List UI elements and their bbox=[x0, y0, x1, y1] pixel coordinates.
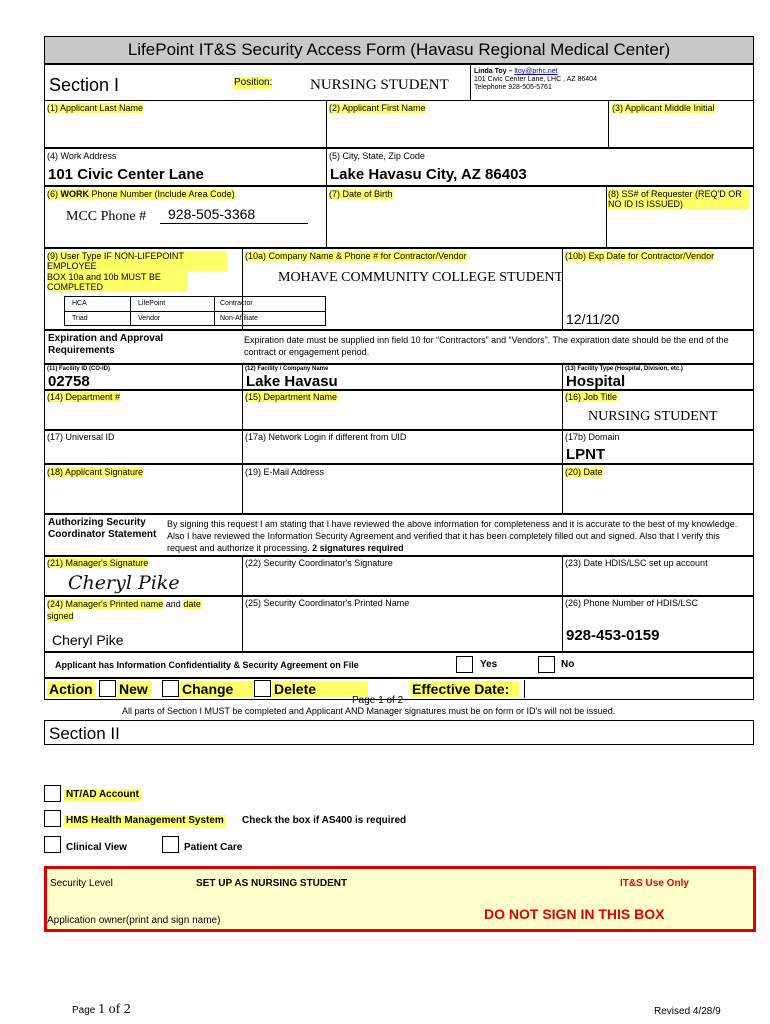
field-12-label: (12) Facility / Company Name bbox=[245, 366, 329, 372]
field-22-label: (22) Security Coordinator's Signature bbox=[245, 558, 393, 568]
contact-name: Linda Toy – bbox=[474, 68, 515, 75]
user-type-hca[interactable]: HCA bbox=[72, 300, 87, 307]
its-use-only-label: IT&S Use Only bbox=[620, 878, 689, 889]
field-24-label bbox=[47, 598, 237, 622]
as400-label: Check the box if AS400 is required bbox=[242, 815, 407, 826]
user-type-contractor[interactable]: Contractor bbox=[220, 300, 253, 307]
field-24-b: and bbox=[163, 599, 184, 609]
user-type-non-affiliate[interactable]: Non-Affiliate bbox=[220, 315, 259, 322]
hms-label: HMS Health Management System bbox=[66, 815, 224, 826]
user-type-lifepoint[interactable]: LifePoint bbox=[138, 300, 166, 307]
field-17-label: (17) Universal ID bbox=[47, 432, 115, 442]
field-4-label: (4) Work Address bbox=[47, 151, 117, 161]
auth-heading: Authorizing Security Coordinator Statement bbox=[48, 517, 157, 540]
position-value[interactable]: NURSING STUDENT bbox=[310, 77, 449, 93]
security-level-label: Security Level bbox=[50, 878, 113, 889]
clinical-view-label: Clinical View bbox=[66, 842, 127, 853]
contact-block bbox=[474, 68, 754, 92]
manager-printed-name[interactable]: Cheryl Pike bbox=[52, 632, 124, 648]
field-19-label: (19) E-Mail Address bbox=[245, 467, 325, 477]
action-delete-checkbox[interactable] bbox=[254, 680, 271, 697]
city-state-zip-value[interactable]: Lake Havasu City, AZ 86403 bbox=[330, 166, 527, 183]
facility-name-value[interactable]: Lake Havasu bbox=[246, 373, 338, 390]
field-24-c: date bbox=[183, 599, 201, 609]
mcc-phone-label: MCC Phone # bbox=[66, 209, 147, 224]
footer-page bbox=[72, 1004, 131, 1017]
field-6-label bbox=[47, 189, 235, 199]
manager-signature[interactable]: Cheryl Pike bbox=[68, 572, 180, 594]
expiration-text: Expiration date must be supplied inn field 10 for “Contractors” and “Vendors”. The expiration date should be the end of the contract or engagement period. bbox=[244, 335, 729, 357]
field-6-prefix: (6) bbox=[47, 189, 61, 199]
footer-revised: Revised 4/28/9 bbox=[654, 1006, 721, 1017]
contact-email[interactable]: ltoy@prhc.net bbox=[514, 68, 558, 75]
section1-title: Section I bbox=[49, 75, 120, 95]
field-7-label: (7) Date of Birth bbox=[329, 189, 393, 199]
clinical-view-checkbox[interactable] bbox=[44, 836, 61, 853]
field-1-label: (1) Applicant Last Name bbox=[47, 103, 144, 113]
field-21-label: (21) Manager's Signature bbox=[47, 558, 149, 568]
field-17b-label: (17b) Domain bbox=[565, 432, 620, 442]
contact-address: 101 Civic Center Lane, LHC , AZ 86404 bbox=[474, 76, 597, 83]
footer-page-prefix: Page bbox=[72, 1005, 99, 1016]
field-13-label: (13) Facility Type (Hospital, Division, etc.) bbox=[565, 366, 683, 372]
field-18-label: (18) Applicant Signature bbox=[47, 467, 144, 477]
field-3-label: (3) Applicant Middle Initial bbox=[612, 103, 715, 113]
company-value[interactable]: MOHAVE COMMUNITY COLLEGE STUDENT bbox=[278, 270, 564, 285]
confidentiality-no-label: No bbox=[561, 659, 575, 670]
exp-date-value[interactable]: 12/11/20 bbox=[566, 311, 620, 327]
domain-value[interactable]: LPNT bbox=[566, 446, 606, 463]
action-change-label: Change bbox=[180, 681, 257, 697]
field-10b-label: (10b) Exp Date for Contractor/Vendor bbox=[565, 251, 715, 261]
effective-date-label: Effective Date: bbox=[410, 681, 519, 697]
form-title-bar bbox=[44, 36, 754, 64]
field-26-label: (26) Phone Number of HDIS/LSC bbox=[565, 598, 699, 608]
confidentiality-yes-checkbox[interactable] bbox=[456, 656, 473, 673]
auth-statement bbox=[167, 518, 749, 554]
action-change-checkbox[interactable] bbox=[162, 680, 179, 697]
field-25-label: (25) Security Coordinator's Printed Name bbox=[245, 598, 410, 608]
field-14-label: (14) Department # bbox=[47, 392, 121, 402]
field-23-label: (23) Date HDIS/LSC set up account bbox=[565, 558, 708, 568]
position-label: Position: bbox=[234, 77, 273, 88]
action-new-checkbox[interactable] bbox=[99, 680, 116, 697]
footer-page-number: 1 of 2 bbox=[98, 1002, 131, 1017]
app-owner-label: Application owner(print and sign name) bbox=[47, 915, 221, 926]
ntad-checkbox[interactable] bbox=[44, 785, 61, 802]
patient-care-label: Patient Care bbox=[184, 842, 243, 853]
field-15-label: (15) Department Name bbox=[245, 392, 338, 402]
hdis-phone-value[interactable]: 928-453-0159 bbox=[566, 627, 660, 644]
field-20-label: (20) Date bbox=[565, 467, 603, 477]
action-new-label: New bbox=[117, 681, 152, 697]
confidentiality-yes-label: Yes bbox=[480, 659, 498, 670]
setup-instruction: SET UP AS NURSING STUDENT bbox=[196, 878, 348, 889]
ntad-label: NT/AD Account bbox=[66, 789, 139, 800]
field-5-label: (5) City, State, Zip Code bbox=[329, 151, 425, 161]
field-9-label-2: BOX 10a and 10b MUST BE COMPLETED bbox=[47, 272, 187, 292]
field-2-label: (2) Applicant First Name bbox=[329, 103, 426, 113]
auth-bold: 2 signatures required bbox=[312, 543, 404, 553]
facility-id-value[interactable]: 02758 bbox=[48, 373, 90, 390]
confidentiality-label: Applicant has Information Confidentiality & Security Agreement on File bbox=[55, 660, 359, 670]
work-phone-value[interactable]: 928-505-3368 bbox=[168, 206, 256, 222]
field-11-label: (11) Facility ID (CO-ID) bbox=[47, 366, 111, 372]
overlay-page-number: Page 1 of 2 bbox=[352, 695, 404, 706]
field-6-work: WORK bbox=[60, 189, 89, 199]
hms-checkbox[interactable] bbox=[44, 810, 61, 827]
section1-note: All parts of Section I MUST be completed and Applicant AND Manager signatures must be on form or ID's will not be issued. bbox=[122, 706, 616, 716]
contact-phone: Telephone 928-505-5761 bbox=[474, 84, 552, 91]
facility-type-value[interactable]: Hospital bbox=[566, 373, 626, 390]
field-17a-label: (17a) Network Login if different from UID bbox=[245, 432, 407, 442]
action-delete-label: Delete bbox=[272, 681, 368, 697]
section2-header bbox=[44, 720, 754, 745]
work-address-value[interactable]: 101 Civic Center Lane bbox=[48, 166, 204, 183]
user-type-vendor[interactable]: Vendor bbox=[138, 315, 161, 322]
field-16-label: (16) Job Title bbox=[565, 392, 618, 402]
field-24-d: signed bbox=[47, 611, 74, 621]
user-type-triad[interactable]: Triad bbox=[72, 315, 88, 322]
form-title: LifePoint IT&S Security Access Form (Havasu Regional Medical Center) bbox=[127, 40, 671, 59]
section2-title: Section II bbox=[49, 724, 120, 743]
patient-care-checkbox[interactable] bbox=[162, 836, 179, 853]
confidentiality-no-checkbox[interactable] bbox=[538, 656, 555, 673]
do-not-sign-label: DO NOT SIGN IN THIS BOX bbox=[484, 906, 665, 922]
action-label: Action bbox=[49, 681, 93, 697]
effective-date-input[interactable] bbox=[524, 680, 752, 698]
field-24-a: (24) Manager's Printed name bbox=[47, 599, 164, 609]
expiration-heading: Expiration and Approval Requirements bbox=[48, 333, 164, 356]
auth-text: By signing this request I am stating that I have reviewed the above information for completeness and it is accurate to the best of my knowledge. Also I have reviewed the Information Security Agreement and verified that it has been completely filled out and signed. Also that I verify this request and authorize it processing. bbox=[167, 519, 738, 553]
field-6-suffix: Phone Number (Include Area Code) bbox=[89, 189, 235, 199]
field-10a-label: (10a) Company Name & Phone # for Contractor/Vendor bbox=[245, 251, 467, 261]
field-8-label: (8) SS# of Requester (REQ'D OR NO ID IS ISSUED) bbox=[608, 189, 750, 209]
field-9-label-1: (9) User Type IF NON-LIFEPOINT EMPLOYEE bbox=[47, 251, 227, 271]
job-title-value[interactable]: NURSING STUDENT bbox=[588, 409, 718, 424]
